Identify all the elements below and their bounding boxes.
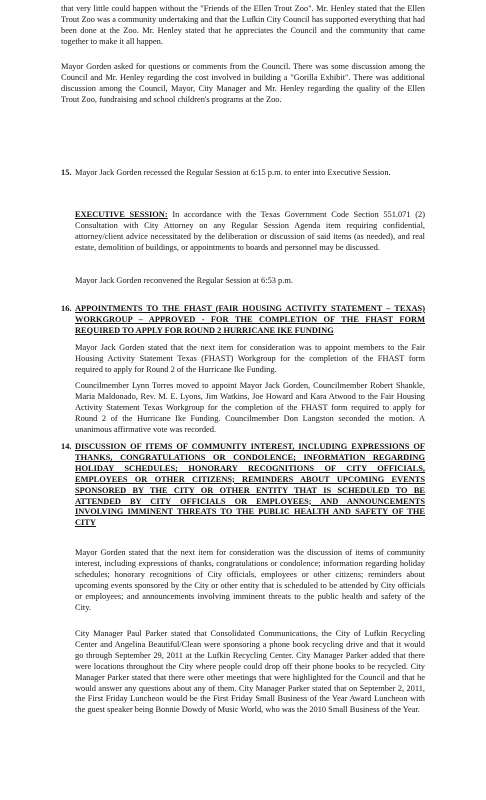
item-14-heading [61,442,425,529]
item-16-title: APPOINTMENTS TO THE FHAST (FAIR HOUSING ACTIVITY STATEMENT – TEXAS) WORKGROUP – APPROVED - FOR THE COMPLETION OF THE FHAST FORM REQUIRED TO APPLY FOR ROUND 2 HURRICANE IKE FUNDING [75,304,425,335]
item-15 [61,168,425,179]
item-16-heading [61,304,425,337]
executive-session-label: EXECUTIVE SESSION: [75,210,168,219]
fhast-motion-paragraph: Councilmember Lynn Torres moved to appoint Mayor Jack Gorden, Councilmember Robert Shankle, Maria Maldonado, Rev. M. E. Lyons, Jim Watkins, Joe Howard and Kara Atwood to the Fair Housing Activity Statement Texas Workgroup for the completion of the FHAST form required to apply for Round 2 of the Hurricane Ike Funding. Councilmember Don Langston seconded the motion. A unanimous affirmative vote was recorded. [75,381,425,434]
executive-session-text: In accordance with the Texas Government Code Section 551.071 (2) Consultation with City Attorney on any Regular Session Agenda item requiring confidential, attorney/client advice necessitated by the deliberation or discussion of said items (as needed), and real estate, demolition of buildings, or appointments to boards and personnel may be discussed. [75,210,425,252]
recess-paragraph: Mayor Jack Gorden recessed the Regular Session at 6:15 p.m. to enter into Executive Session. [75,168,391,177]
council-discussion-paragraph: Mayor Gorden asked for questions or comments from the Council. There was some discussion among the Council and Mr. Henley regarding the cost involved in building a "Gorilla Exhibit". There was additional discussion among the Council, Mayor, City Manager and Mr. Henley regarding the quality of the Ellen Trout Zoo, fundraising and school children's programs at the Zoo. [61,62,425,104]
executive-session-paragraph [75,210,425,254]
community-interest-paragraph: Mayor Gorden stated that the next item for consideration was the discussion of items of community interest, including expressions of thanks, congratulations or condolence; information regarding holiday schedules; honorary recognitions of City officials, employees or other citizens; reminders about upcoming events sponsored by the City or other entity that is scheduled to be attended by City officials or employees; and announcements involving imminent threats to the public health and safety of the City. [75,548,425,612]
zoo-paragraph-end: that very little could happen without the "Friends of the Ellen Trout Zoo". Mr. Henley stated that the Ellen Trout Zoo was a community undertaking and that the Lufkin City Council has supported everything that had been done at the Zoo. Mr. Henley stated that he appreciates the Council and the community that came together to make it all happen. [61,4,425,46]
item-number: 14. [61,442,72,451]
item-number: 15. [61,168,72,177]
fhast-intro-paragraph: Mayor Jack Gorden stated that the next item for consideration was to appoint members to the Fair Housing Activity Statement Texas (FHAST) Workgroup for the completion of the FHAST form required to apply for Round 2 of the Hurricane Ike Funding. [75,343,425,374]
city-manager-paragraph: City Manager Paul Parker stated that Consolidated Communications, the City of Lufkin Recycling Center and Angelina Beautiful/Clean were sponsoring a phone book recycling drive and that it would go through September 29, 2011 at the Lufkin Recycling Center. City Manager Parker added that there were locations throughout the City where people could drop off their phone books to be recycled. City Manager Parker stated that there were other meetings that were highlighted for the Council and that he would answer any questions about any of them. City Manager Parker stated that on September 2, 2011, the First Friday Luncheon would be the First Friday Small Business of the Year Award Luncheon with the guest speaker being Bonnie Dowdy of Music World, who was the 2010 Small Business of the Year. [75,629,425,715]
reconvene-paragraph: Mayor Jack Gorden reconvened the Regular Session at 6:53 p.m. [75,276,293,285]
item-number: 16. [61,304,72,313]
item-14-title: DISCUSSION OF ITEMS OF COMMUNITY INTEREST, INCLUDING EXPRESSIONS OF THANKS, CONGRATULATIONS OR CONDOLENCE; INFORMATION REGARDING HOLIDAY SCHEDULES; HONORARY RECOGNITIONS OF CITY OFFICIALS, EMPLOYEES OR OTHER CITIZENS; REMINDERS ABOUT UPCOMING EVENTS SPONSORED BY THE CITY OR OTHER ENTITY THAT IS SCHEDULED TO BE ATTENDED BY CITY OFFICIALS OR EMPLOYEES; AND ANNOUNCEMENTS INVOLVING IMMINENT THREATS TO THE PUBLIC HEALTH AND SAFETY OF THE CITY [75,442,425,528]
